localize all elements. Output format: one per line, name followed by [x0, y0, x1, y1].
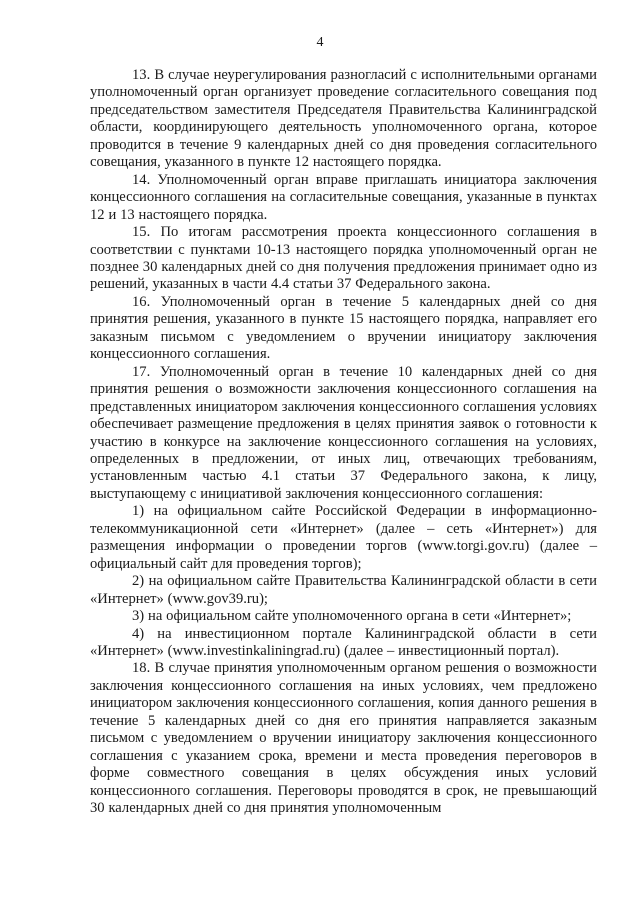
- document-body: [90, 67, 597, 817]
- list-item-1: 1) на официальном сайте Российской Федерации в информационно-телекоммуникационной сети «Интернет» (далее – сеть «Интернет») для размещения информации о проведении торгов (www.torgi.gov.ru) (далее – официальный сайт для проведения торгов);: [90, 503, 597, 572]
- paragraph-14: 14. Уполномоченный орган вправе приглашать инициатора заключения концессионного соглашения на согласительные совещания, указанные в пунктах 12 и 13 настоящего порядка.: [90, 171, 597, 223]
- paragraph-16: 16. Уполномоченный орган в течение 5 календарных дней со дня принятия решения, указанного в пункте 15 настоящего порядка, направляет его заказным письмом с уведомлением о вручении инициатору заключения концессионного соглашения.: [90, 293, 597, 363]
- paragraph-13: 13. В случае неурегулирования разногласий с исполнительными органами уполномоченный орган организует проведение согласительного совещания под председательством заместителя Председателя Правительства Калининградской области, координирующего деятельность уполномоченного органа, которое проводится в течение 9 календарных дней со дня проведения согласительного совещания, указанного в пункте 12 настоящего порядка.: [90, 67, 597, 171]
- list-item-3: 3) на официальном сайте уполномоченного органа в сети «Интернет»;: [132, 608, 572, 625]
- page-number: 4: [316, 35, 324, 50]
- paragraph-18: 18. В случае принятия уполномоченным органом решения о возможности заключения концессионного соглашения на иных условиях, чем предложено инициатором заключения концессионного соглашения, копия данного решения в течение 5 календарных дней со дня его принятия направляется заказным письмом с уведомлением о вручении инициатору заключения концессионного соглашения с указанием срока, времени и места проведения переговоров в форме совместного совещания в целях обсуждения иных условий концессионного соглашения. Переговоры проводятся в срок, не превышающий 30 календарных дней со дня принятия уполномоченным: [90, 660, 597, 817]
- list-item-4: 4) на инвестиционном портале Калининградской области в сети «Интернет» (www.investinkaliningrad.ru) (далее – инвестиционный портал).: [90, 625, 597, 659]
- paragraph-17: 17. Уполномоченный орган в течение 10 календарных дней со дня принятия решения о возможности заключения концессионного соглашения на представленных инициатором заключения концессионного соглашения условиях обеспечивает размещение предложения в целях принятия заявок о готовности к участию в конкурсе на заключение концессионного соглашения на условиях, определенных в предложении, от иных лиц, отвечающих требованиям, установленным частью 4.1 статьи 37 Федерального закона, к лицу, выступающему с инициативой заключения концессионного соглашения:: [90, 363, 597, 502]
- paragraph-15: 15. По итогам рассмотрения проекта концессионного соглашения в соответствии с пунктами 10-13 настоящего порядка уполномоченный орган не позднее 30 календарных дней со дня получения предложения принимает одно из решений, указанных в части 4.4 статьи 37 Федерального закона.: [90, 224, 597, 293]
- list-item-2: 2) на официальном сайте Правительства Калининградской области в сети «Интернет» (www.gov39.ru);: [90, 573, 597, 607]
